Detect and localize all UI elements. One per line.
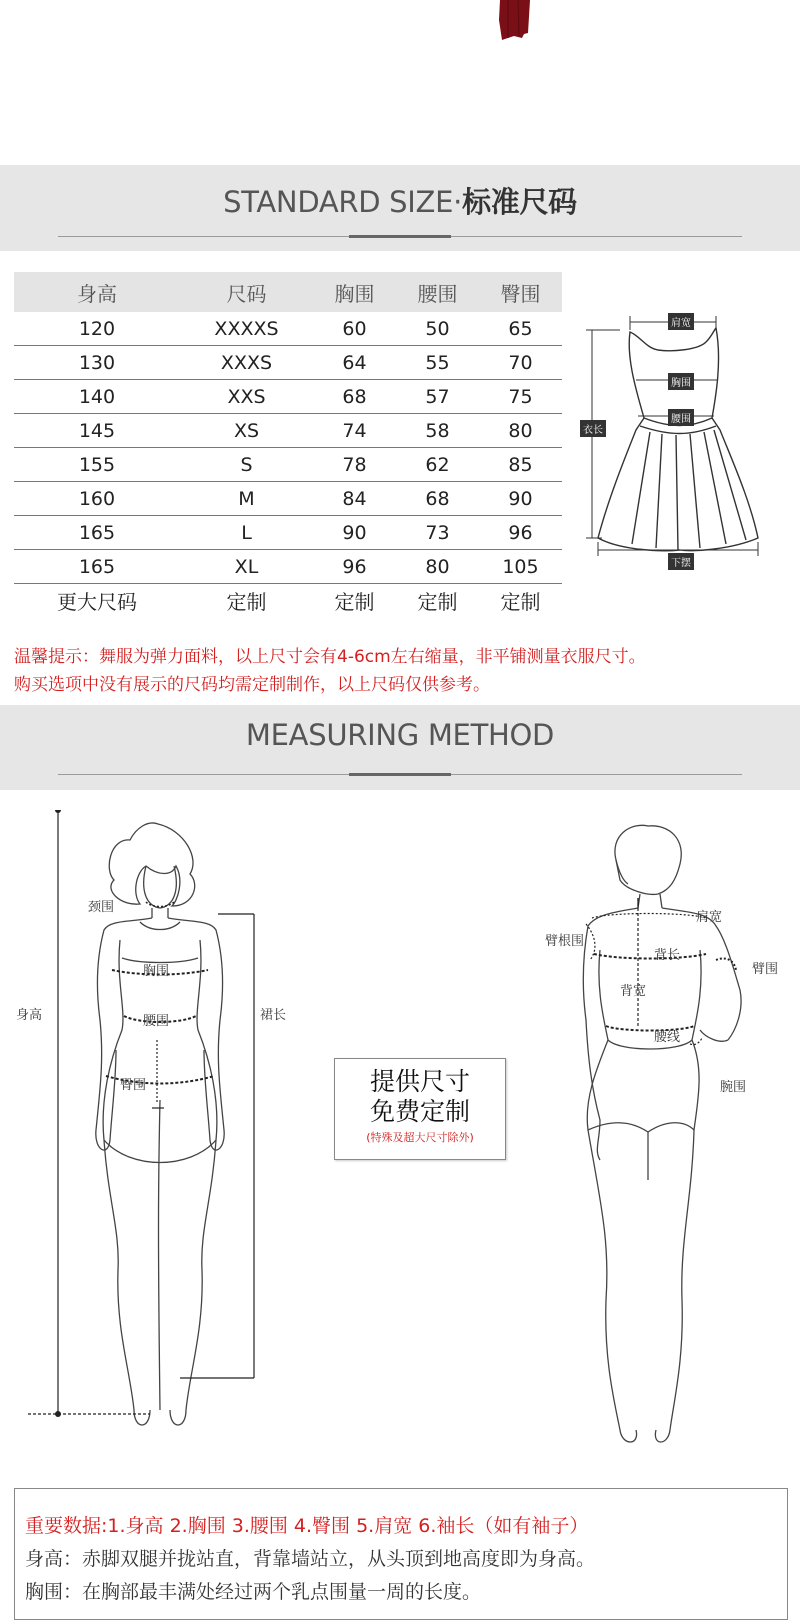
front-label-height: 身高: [16, 1008, 43, 1023]
height-description: 身高：赤脚双腿并拢站直，背靠墙站立，从头顶到地高度即为身高。: [25, 1548, 596, 1570]
measuring-method-title: MEASURING METHOD: [245, 718, 555, 752]
back-label-shoulder: 肩宽: [696, 910, 723, 925]
col-height: 身高: [14, 272, 180, 312]
table-row: 更大尺码 定制 定制 定制 定制: [56, 590, 541, 614]
back-label-back-length: 背长: [654, 948, 681, 963]
free-custom-promo: [334, 1058, 506, 1160]
col-size: 尺码: [180, 272, 313, 312]
front-figure-illustration: [0, 810, 320, 1460]
divider-accent: [349, 773, 451, 776]
dress-label-length: 衣长: [580, 420, 606, 437]
promo-note: (特殊及超大尺寸除外): [366, 1131, 474, 1144]
table-row: 120 XXXXS 60 50 65: [14, 312, 562, 346]
table-row: 130 XXXS 64 55 70: [14, 346, 562, 380]
col-hip: 臀围: [479, 272, 562, 312]
divider-accent: [349, 235, 451, 238]
table-row: 155 S 78 62 85: [14, 448, 562, 482]
size-table: [14, 272, 562, 617]
back-label-upper-arm: 臂围: [752, 962, 779, 977]
dress-label-chest: 胸围: [668, 373, 694, 390]
front-label-chest: 胸围: [143, 964, 170, 979]
table-row: 145 XS 74 58 80: [14, 414, 562, 448]
size-note-1: 温馨提示：舞服为弹力面料，以上尺寸会有4-6cm左右缩量，非平铺测量衣服尺寸。: [14, 647, 646, 667]
dress-label-shoulder: 肩宽: [668, 313, 694, 330]
promo-line-2: 免费定制: [369, 1097, 470, 1126]
dress-label-waist: 腰围: [668, 409, 694, 426]
back-label-armhole: 臂根围: [545, 934, 585, 949]
back-label-waistline: 腰线: [654, 1030, 681, 1045]
table-header-row: [14, 272, 562, 312]
table-row: 140 XXS 68 57 75: [14, 380, 562, 414]
front-label-skirt-length: 裙长: [260, 1008, 287, 1023]
col-waist: 腰围: [396, 272, 479, 312]
standard-size-title: STANDARD SIZE·标准尺码: [223, 185, 577, 219]
table-row: 165 L 90 73 96: [14, 516, 562, 550]
front-label-hip: 臀围: [120, 1078, 147, 1093]
table-row: 160 M 84 68 90: [14, 482, 562, 516]
chest-description: 胸围：在胸部最丰满处经过两个乳点围量一周的长度。: [25, 1581, 482, 1603]
promo-line-1: 提供尺寸: [369, 1067, 470, 1096]
back-label-wrist: 腕围: [720, 1080, 747, 1095]
size-note-2: 购买选项中没有展示的尺码均需定制制作，以上尺码仅供参考。: [14, 675, 490, 695]
table-row: 165 XL 96 80 105: [14, 550, 562, 584]
dress-label-hem: 下摆: [668, 553, 694, 570]
dress-diagram: [580, 300, 780, 575]
important-title: 重要数据:1.身高 2.胸围 3.腰围 4.臀围 5.肩宽 6.袖长（如有袖子）: [25, 1515, 589, 1537]
front-label-waist: 腰围: [143, 1014, 170, 1029]
col-chest: 胸围: [313, 272, 396, 312]
back-label-back-width: 背宽: [620, 984, 647, 999]
front-label-neck: 颈围: [88, 900, 115, 915]
garment-fragment: [498, 0, 532, 40]
back-figure-illustration: [530, 820, 790, 1460]
important-info-box: [14, 1488, 788, 1620]
